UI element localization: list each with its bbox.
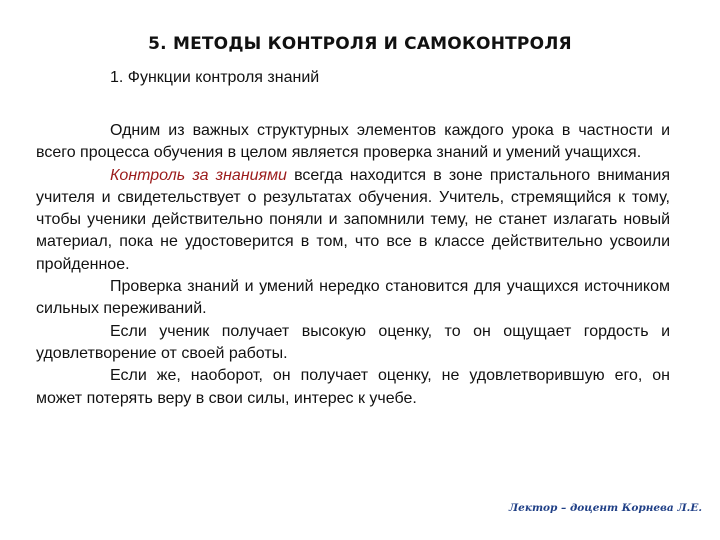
paragraph-4: Если ученик получает высокую оценку, то он ощущает гордость и удовлетворение от своей работы. xyxy=(36,322,670,362)
paragraph-3: Проверка знаний и умений нередко становится для учащихся источником сильных переживаний. xyxy=(36,278,670,318)
body-text xyxy=(36,120,670,410)
paragraph-5: Если же, наоборот, он получает оценку, не удовлетворившую его, он может потерять веру в свои силы, интерес к учебе. xyxy=(36,367,670,407)
slide-title: 5. МЕТОДЫ КОНТРОЛЯ И САМОКОНТРОЛЯ xyxy=(148,34,572,54)
highlighted-term: Контроль за знаниями xyxy=(110,166,287,184)
section-subtitle: 1. Функции контроля знаний xyxy=(110,69,320,86)
paragraph-1: Одним из важных структурных элементов каждого урока в частности и всего процесса обучения в целом является проверка знаний и умений учащихся. xyxy=(36,122,670,162)
paragraph-2-text: всегда находится в зоне пристального внимания учителя и свидетельствует о результатах обучения. Учитель, стремящийся к тому, чтобы ученики действительно поняли и запомнили тему, не станет излагать новый материал, пока не удостоверится в том, что все в классе действительно усвоили пройденное. xyxy=(36,166,670,273)
footer-author: Лектор – доцент Корнева Л.Е. xyxy=(508,502,702,514)
paragraph-2 xyxy=(36,165,670,276)
